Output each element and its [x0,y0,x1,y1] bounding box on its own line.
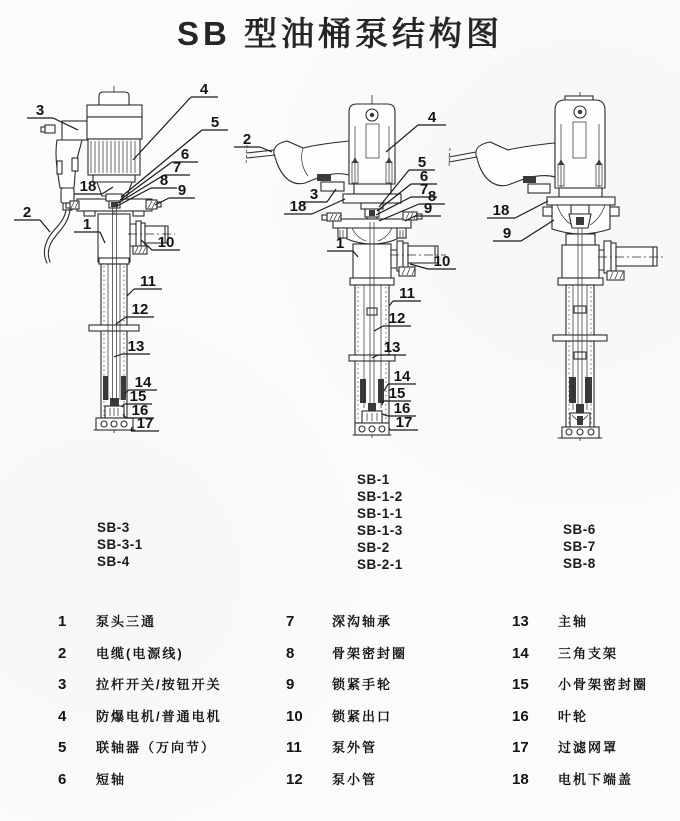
pump-3-head [558,234,666,285]
legend-item-number: 8 [286,645,295,662]
legend-item-label: 锁紧手轮 [332,677,393,692]
model-label: SB-1-2 [357,489,403,504]
callout-number: 8 [427,188,437,205]
callout-number: 4 [427,109,437,126]
model-label: SB-7 [563,539,596,554]
legend-item-number: 3 [58,676,67,693]
legend-item-number: 5 [58,739,67,756]
legend-item-label: 小骨架密封圈 [558,677,649,692]
callout-p2-11 [389,285,421,306]
model-label: SB-1 [357,472,390,487]
legend-item [286,643,407,663]
model-label: SB-1-1 [357,506,403,521]
legend-item [58,706,222,726]
callout-number: 1 [82,216,92,233]
callout-number: 18 [492,202,510,219]
callout-number: 13 [127,338,145,355]
legend-item [286,611,392,631]
legend-item [286,706,392,726]
callout-number: 16 [393,400,411,417]
legend-item [286,737,377,757]
callout-number: 17 [395,414,413,431]
callout-number: 3 [309,186,319,203]
pump-1-drawing [14,81,228,433]
callout-number: 4 [199,81,209,98]
pump-3-bell-housing [543,205,619,234]
callout-p2-2 [234,131,272,152]
pump-2-cable [246,145,275,165]
legend-item-label: 泵头三通 [96,614,157,629]
callout-number: 18 [79,178,97,195]
callout-number: 13 [383,339,401,356]
callout-number: 10 [157,234,175,251]
callout-number: 16 [131,402,149,419]
legend-item-label: 电缆(电源线) [96,646,184,661]
legend-item [512,737,618,757]
model-list-pump-1 [97,519,143,570]
callout-number: 14 [393,368,411,385]
legend-item-label: 主轴 [558,614,589,629]
callout-number: 11 [399,285,415,302]
model-label: SB-3 [97,520,130,535]
pump-3-drawing [449,92,666,442]
legend-item-label: 拉杆开关/按钮开关 [96,677,222,692]
pump-1-handle [41,121,88,210]
legend-item-number: 2 [58,645,67,662]
callout-number: 17 [136,415,154,432]
callout-p3-18 [487,201,548,219]
legend-item-label: 短轴 [96,772,127,787]
pump-2-drawing [234,95,456,438]
callout-p1-2 [14,204,50,232]
pump-3-cable [449,148,477,168]
legend-item [58,769,126,789]
callout-number: 9 [502,225,512,242]
callout-number: 1 [335,235,345,252]
callout-number: 2 [242,131,252,148]
callout-number: 5 [210,114,220,131]
callout-number: 8 [159,172,169,189]
legend-item [58,611,156,631]
legend-item [58,674,222,694]
legend-item-number: 6 [58,771,67,788]
legend-item-label: 联轴器（万向节） [96,740,217,755]
legend-item [512,706,588,726]
callout-p3-9 [493,220,554,242]
legend-item-label: 电机下端盖 [558,772,634,787]
callout-number: 2 [22,204,32,221]
legend-item [512,674,648,694]
callout-number: 12 [388,310,406,327]
callout-number: 11 [140,273,156,290]
callout-number: 6 [180,146,190,163]
pump-2-handle [274,141,349,191]
legend-item [512,769,633,789]
callout-number: 3 [35,102,45,119]
legend-item-label: 泵小管 [332,772,378,787]
legend-item-label: 防爆电机/普通电机 [96,709,222,724]
legend-item-label: 骨架密封圈 [332,646,408,661]
legend-item-number: 16 [512,708,529,725]
callout-p1-11 [127,273,162,296]
pump-1-cable [44,210,70,263]
model-list-pump-3 [563,521,596,572]
model-label: SB-4 [97,554,130,569]
legend-item-number: 14 [512,645,529,662]
callout-number: 14 [134,374,152,391]
legend-item-label: 锁紧出口 [332,709,393,724]
callout-number: 10 [433,253,451,270]
legend-item-label: 深沟轴承 [332,614,393,629]
callout-number: 7 [419,181,429,198]
pump-3-motor [547,96,615,205]
callout-number: 9 [423,200,433,217]
legend-item [512,643,618,663]
pump-2-motor [343,104,401,203]
legend-item [512,611,588,631]
callout-number: 5 [417,154,427,171]
callout-number: 6 [419,168,429,185]
page-title: SB 型油桶泵结构图 [176,15,503,52]
legend-item-label: 过滤网罩 [558,740,619,755]
model-label: SB-3-1 [97,537,143,552]
model-label: SB-6 [563,522,596,537]
legend-item-number: 1 [58,613,67,630]
model-label: SB-1-3 [357,523,403,538]
callout-number: 7 [172,159,182,176]
legend-item [58,643,184,663]
legend-item-number: 17 [512,739,529,756]
legend-item-number: 4 [58,708,67,725]
model-label: SB-2-1 [357,557,403,572]
callout-p1-4 [133,81,218,160]
legend-item-number: 10 [286,708,303,725]
legend-item-number: 18 [512,771,529,788]
legend-item [58,737,216,757]
legend-item [286,674,392,694]
legend-item-number: 13 [512,613,529,630]
callout-number: 15 [129,388,147,405]
model-label: SB-2 [357,540,390,555]
callout-number: 9 [177,182,187,199]
legend-item-label: 叶轮 [558,709,589,724]
legend-item-number: 11 [286,739,302,756]
legend-item-number: 7 [286,613,295,630]
callout-number: 15 [388,385,406,402]
legend-item-number: 9 [286,676,295,693]
pump-3-handle [476,142,555,193]
legend-item-label: 三角支架 [558,646,619,661]
legend-item [286,769,377,789]
callout-number: 12 [131,301,149,318]
legend-item-number: 12 [286,771,303,788]
callout-number: 18 [289,198,307,215]
legend-item-label: 泵外管 [332,740,378,755]
model-list-pump-2 [357,471,403,573]
pump-2-head [350,241,446,285]
model-label: SB-8 [563,556,596,571]
legend-item-number: 15 [512,676,529,693]
